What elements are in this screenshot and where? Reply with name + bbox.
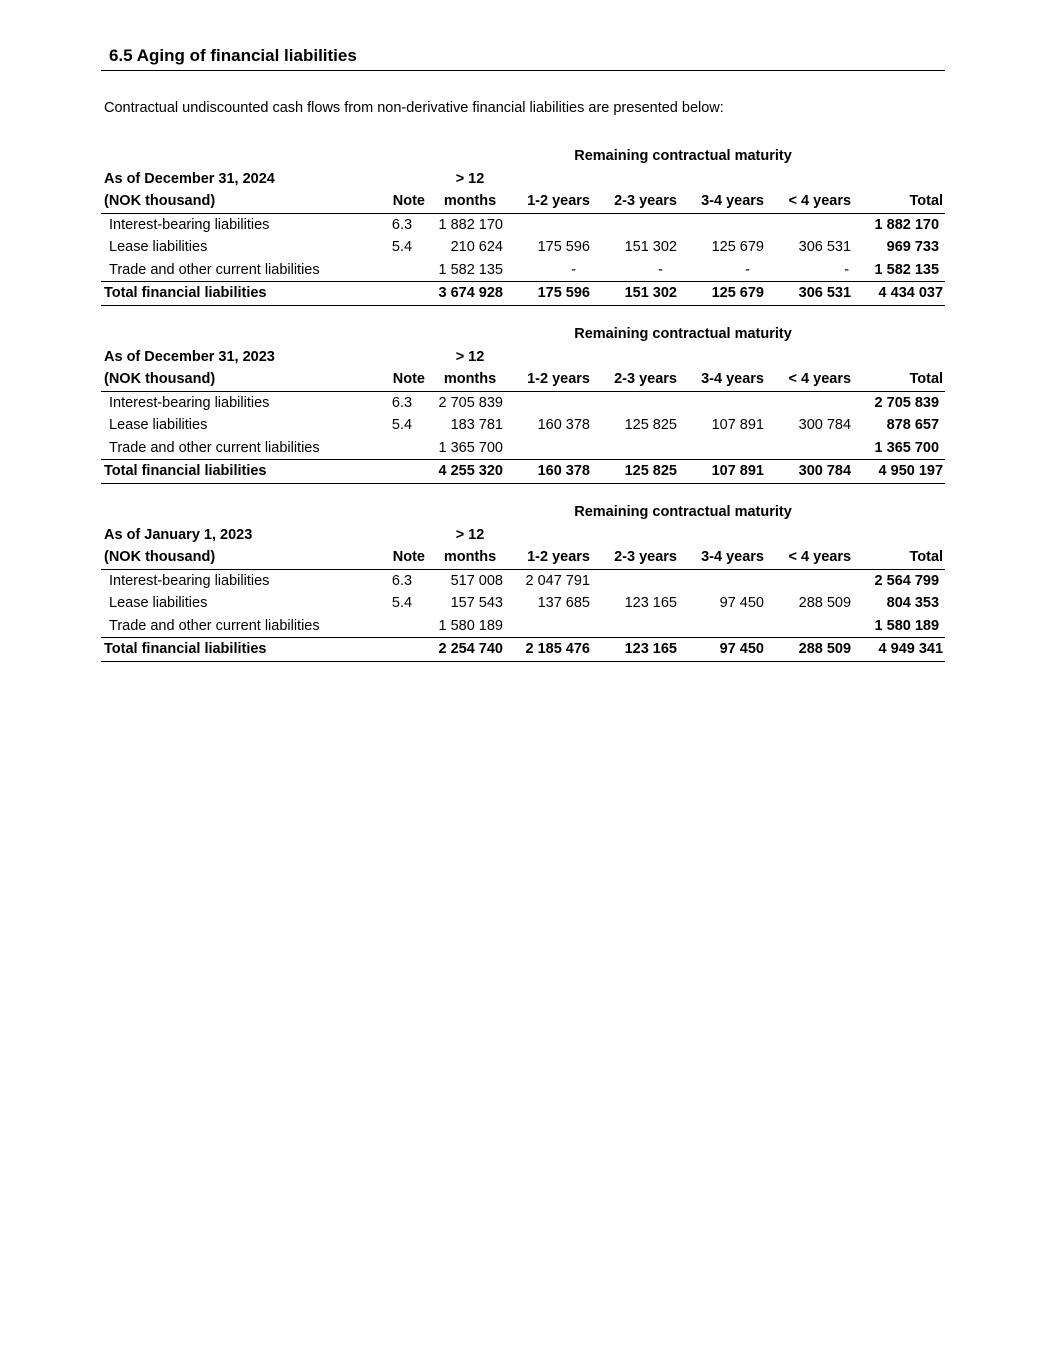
m12-header-bottom: months	[431, 546, 509, 569]
total-row	[101, 638, 945, 662]
cell-y2	[596, 391, 683, 414]
cell-y3: -	[745, 261, 750, 278]
total-header: Total	[857, 546, 945, 569]
total-row	[101, 460, 945, 484]
date-label: As of January 1, 2023	[104, 526, 253, 543]
liabilities-table-2023	[101, 323, 945, 484]
cell-y1: 137 685	[537, 595, 590, 611]
y3-header: 3-4 years	[683, 546, 770, 569]
cell-total: 4 949 341	[857, 638, 945, 662]
cell-y1: 2 047 791	[525, 572, 590, 589]
row-note: 6.3	[391, 216, 413, 233]
row-label: Trade and other current liabilities	[109, 617, 320, 634]
cell-y1	[509, 615, 596, 638]
row-note: 5.4	[391, 417, 413, 433]
cell-m12: 183 781	[450, 417, 503, 433]
cell-y2: 125 825	[596, 460, 683, 484]
cell-y4	[770, 615, 857, 638]
maturity-header: Remaining contractual maturity	[574, 148, 792, 164]
cell-y3	[683, 391, 770, 414]
row-note	[373, 437, 431, 460]
y1-header: 1-2 years	[509, 368, 596, 391]
cell-y4: 306 531	[798, 239, 852, 255]
row-note: 6.3	[391, 394, 413, 411]
liabilities-table	[101, 501, 945, 662]
cell-y1: 160 378	[537, 417, 590, 433]
row-note: 5.4	[391, 595, 413, 611]
row-note: 5.4	[391, 239, 413, 255]
cell-total: 2 564 799	[874, 572, 940, 589]
cell-y1: 175 596	[537, 239, 590, 255]
cell-y4	[770, 213, 857, 236]
cell-m12: 517 008	[450, 572, 503, 589]
cell-y2: 123 165	[596, 638, 683, 662]
table-row	[101, 437, 945, 460]
cell-m12: 1 580 189	[438, 617, 503, 634]
cell-total: 878 657	[886, 417, 940, 433]
row-label: Lease liabilities	[109, 239, 208, 255]
table-row	[101, 592, 945, 615]
row-label: Trade and other current liabilities	[109, 439, 320, 456]
total-label: Total financial liabilities	[101, 638, 373, 662]
cell-y2: 123 165	[624, 595, 677, 611]
row-label: Interest-bearing liabilities	[109, 394, 270, 411]
cell-y3	[683, 213, 770, 236]
table-row	[101, 391, 945, 414]
cell-m12: 2 254 740	[431, 638, 509, 662]
total-header: Total	[857, 368, 945, 391]
table-row	[101, 236, 945, 259]
cell-y2: -	[658, 261, 663, 278]
cell-m12: 1 365 700	[438, 439, 503, 456]
cell-y2	[596, 437, 683, 460]
cell-y1: -	[571, 261, 576, 278]
total-row	[101, 282, 945, 306]
cell-y1: 160 378	[509, 460, 596, 484]
cell-y2: 125 825	[624, 417, 677, 433]
total-header: Total	[857, 190, 945, 213]
row-note	[373, 615, 431, 638]
cell-y3: 125 679	[683, 282, 770, 306]
table-row	[101, 213, 945, 236]
y3-header: 3-4 years	[683, 190, 770, 213]
y4-header: < 4 years	[770, 368, 857, 391]
m12-header-top: > 12	[455, 526, 485, 543]
cell-m12: 4 255 320	[431, 460, 509, 484]
cell-m12: 3 674 928	[431, 282, 509, 306]
cell-y2	[596, 569, 683, 592]
unit-label: (NOK thousand)	[101, 190, 373, 213]
y3-header: 3-4 years	[683, 368, 770, 391]
cell-y1	[509, 391, 596, 414]
cell-m12: 1 582 135	[438, 261, 503, 278]
liabilities-table-jan-2023	[101, 501, 945, 662]
row-label: Interest-bearing liabilities	[109, 216, 270, 233]
cell-y2: 151 302	[624, 239, 677, 255]
m12-header-bottom: months	[431, 368, 509, 391]
cell-y3: 97 450	[683, 638, 770, 662]
row-label: Lease liabilities	[109, 417, 208, 433]
y4-header: < 4 years	[770, 546, 857, 569]
cell-y1: 2 185 476	[509, 638, 596, 662]
cell-total: 2 705 839	[874, 394, 940, 411]
m12-header-top: > 12	[455, 170, 485, 187]
cell-y4: 300 784	[798, 417, 852, 433]
cell-y4: -	[844, 261, 850, 278]
cell-y3	[683, 569, 770, 592]
row-note	[373, 259, 431, 282]
cell-y3: 125 679	[711, 239, 764, 255]
unit-label: (NOK thousand)	[101, 546, 373, 569]
y2-header: 2-3 years	[596, 190, 683, 213]
y2-header: 2-3 years	[596, 368, 683, 391]
cell-total: 1 580 189	[874, 617, 940, 634]
date-label: As of December 31, 2023	[104, 348, 275, 365]
liabilities-table	[101, 145, 945, 306]
cell-total: 1 582 135	[874, 261, 940, 278]
cell-y3	[683, 437, 770, 460]
cell-y3: 97 450	[719, 595, 764, 611]
cell-y4: 288 509	[798, 595, 852, 611]
table-row	[101, 414, 945, 437]
cell-y1	[509, 213, 596, 236]
cell-y3: 107 891	[711, 417, 764, 433]
cell-total: 1 365 700	[874, 439, 940, 456]
cell-y3: 107 891	[683, 460, 770, 484]
cell-m12: 157 543	[450, 595, 503, 611]
cell-m12: 2 705 839	[438, 394, 503, 411]
cell-y2	[596, 213, 683, 236]
maturity-header: Remaining contractual maturity	[574, 326, 792, 342]
cell-y2: 151 302	[596, 282, 683, 306]
total-label: Total financial liabilities	[101, 282, 373, 306]
cell-m12: 210 624	[450, 239, 503, 255]
cell-y4: 288 509	[770, 638, 857, 662]
cell-y4	[770, 391, 857, 414]
intro-text: Contractual undiscounted cash flows from non-derivative financial liabilities are presented below:	[104, 100, 724, 116]
total-label: Total financial liabilities	[101, 460, 373, 484]
row-label: Interest-bearing liabilities	[109, 572, 270, 589]
unit-label: (NOK thousand)	[101, 368, 373, 391]
cell-total: 4 950 197	[857, 460, 945, 484]
note-header: Note	[373, 190, 431, 213]
table-row	[101, 569, 945, 592]
y2-header: 2-3 years	[596, 546, 683, 569]
note-header: Note	[373, 546, 431, 569]
y1-header: 1-2 years	[509, 546, 596, 569]
table-row	[101, 615, 945, 638]
m12-header-bottom: months	[431, 190, 509, 213]
cell-y1	[509, 437, 596, 460]
m12-header-top: > 12	[455, 348, 485, 365]
y4-header: < 4 years	[770, 190, 857, 213]
cell-y3	[683, 615, 770, 638]
cell-total: 804 353	[886, 595, 940, 611]
table-row	[101, 259, 945, 282]
row-note: 6.3	[391, 572, 413, 589]
cell-y4: 300 784	[770, 460, 857, 484]
cell-total: 969 733	[886, 239, 940, 255]
y1-header: 1-2 years	[509, 190, 596, 213]
maturity-header: Remaining contractual maturity	[574, 504, 792, 520]
note-header: Note	[373, 368, 431, 391]
cell-m12: 1 882 170	[438, 216, 503, 233]
row-label: Lease liabilities	[109, 595, 208, 611]
cell-total: 4 434 037	[857, 282, 945, 306]
cell-y2	[596, 615, 683, 638]
liabilities-table-2024	[101, 145, 945, 306]
row-label: Trade and other current liabilities	[109, 261, 320, 278]
cell-y4: 306 531	[770, 282, 857, 306]
cell-y1: 175 596	[509, 282, 596, 306]
liabilities-table	[101, 323, 945, 484]
section-title: 6.5 Aging of financial liabilities	[101, 46, 945, 71]
cell-total: 1 882 170	[874, 216, 940, 233]
date-label: As of December 31, 2024	[104, 170, 275, 187]
cell-y4	[770, 569, 857, 592]
cell-y4	[770, 437, 857, 460]
